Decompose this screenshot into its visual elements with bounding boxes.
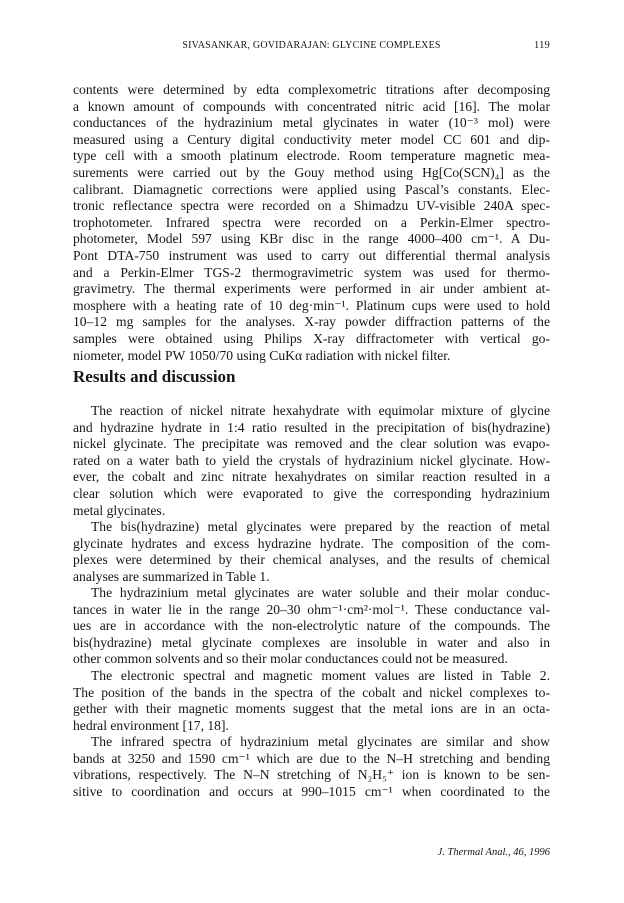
text-line: surements were carried out by the Gouy method using Hg[Co(SCN)₄] as the (73, 164, 550, 180)
text-line: sitive to coordination and occurs at 990–1015 cm⁻¹ when coordinated to the (73, 783, 550, 799)
text-line: The bis(hydrazine) metal glycinates were prepared by the reaction of metal (91, 519, 550, 534)
text-line: tronic reflectance spectra were recorded on a Shimadzu UV-visible 240A spec- (73, 198, 550, 214)
text-line: rated on a water bath to yield the crystals of hydrazinium nickel glycinate. How- (73, 452, 550, 468)
text-line: ues are in accordance with the non-electrolytic nature of the compounds. The (73, 618, 550, 634)
text-line: bis(hydrazine) metal glycinate complexes are insoluble in water and also in (73, 634, 550, 650)
text-line: photometer, Model 597 using KBr disc in the range 4000–400 cm⁻¹. A Du- (73, 231, 550, 247)
text-line: glycinate hydrates and excess hydrazine hydrate. The composition of the com- (73, 535, 550, 551)
text-line: and hydrazine hydrate in 1:4 ratio resulted in the precipitation of bis(hydrazine) (73, 419, 550, 435)
text-line: a known amount of compounds with concentrated nitric acid [16]. The molar (73, 98, 550, 114)
text-line: hedral environment [17, 18]. (73, 717, 229, 733)
text-line: The reaction of nickel nitrate hexahydrate with equimolar mixture of glycine (91, 403, 550, 418)
running-title: SIVASANKAR, GOVIDARAJAN: GLYCINE COMPLEXES (182, 40, 441, 51)
text-line: bands at 3250 and 1590 cm⁻¹ which are due to the N–H stretching and bending (73, 750, 550, 766)
text-line: measured using a Century digital conductivity meter model CC 601 and dip- (73, 131, 550, 147)
page-number: 119 (534, 40, 550, 51)
results-paragraph-5 (73, 734, 550, 800)
text-line: vibrations, respectively. The N–N stretching of N₂H₅⁺ ion is known to be sen- (73, 767, 550, 783)
methods-paragraph (73, 82, 550, 364)
results-paragraph-2 (73, 519, 550, 585)
text-line: ever, the cobalt and zinc nitrate hexahydrates on similar reaction resulted in a (73, 469, 550, 485)
text-line: other common solvents and so their molar conductances could not be measured. (73, 651, 508, 667)
journal-footer: J. Thermal Anal., 46, 1996 (437, 847, 550, 858)
text-line: 10–12 mg samples for the analyses. X-ray powder diffraction patterns of the (73, 314, 550, 330)
results-paragraph-1 (73, 403, 550, 519)
text-line: gravimetry. The thermal experiments were performed in air under ambient at- (73, 281, 550, 297)
text-line: conductances of the hydrazinium metal glycinates in water (10⁻³ mol) were (73, 115, 550, 131)
text-line: contents were determined by edta complexometric titrations after decomposing (73, 82, 550, 97)
text-line: The electronic spectral and magnetic moment values are listed in Table 2. (91, 668, 550, 683)
text-line: clear solution which were evaporated to give the corresponding hydrazinium (73, 485, 550, 501)
text-line: The hydrazinium metal glycinates are water soluble and their molar conduc- (91, 585, 550, 600)
text-line: trophotometer. Infrared spectra were recorded on a Perkin-Elmer spectro- (73, 214, 550, 230)
results-paragraph-4 (73, 668, 550, 734)
text-line: The infrared spectra of hydrazinium metal glycinates are similar and show (91, 734, 550, 749)
text-line: mosphere with a heating rate of 10 deg·min⁻¹. Platinum cups were used to hold (73, 297, 550, 313)
results-paragraph-3 (73, 585, 550, 668)
running-header (73, 40, 550, 56)
text-line: analyses are summarized in Table 1. (73, 568, 270, 584)
text-line: niometer, model PW 1050/70 using CuKα radiation with nickel filter. (73, 347, 451, 363)
text-line: Pont DTA-750 instrument was used to carry out differential thermal analysis (73, 247, 550, 263)
text-line: nickel glycinate. The precipitate was removed and the clear solution was evapo- (73, 436, 550, 452)
section-heading: Results and discussion (73, 367, 236, 386)
text-line: The position of the bands in the spectra of the cobalt and nickel complexes to- (73, 684, 550, 700)
text-line: metal glycinates. (73, 502, 166, 518)
text-line: samples were obtained using Philips X-ray diffractometer with vertical go- (73, 330, 550, 346)
text-line: plexes were determined by their chemical analyses, and the results of chemical (73, 552, 550, 568)
text-line: gether with their magnetic moments suggest that the metal ions are in an octa- (73, 701, 550, 717)
text-line: tances in water lie in the range 20–30 ohm⁻¹·cm²·mol⁻¹. These conductance val- (73, 601, 550, 617)
text-line: type cell with a smooth platinum electrode. Room temperature magnetic mea- (73, 148, 550, 164)
text-line: and a Perkin-Elmer TGS-2 thermogravimetric system was used for thermo- (73, 264, 550, 280)
text-line: calibrant. Diamagnetic corrections were applied using Pascal’s constants. Elec- (73, 181, 550, 197)
